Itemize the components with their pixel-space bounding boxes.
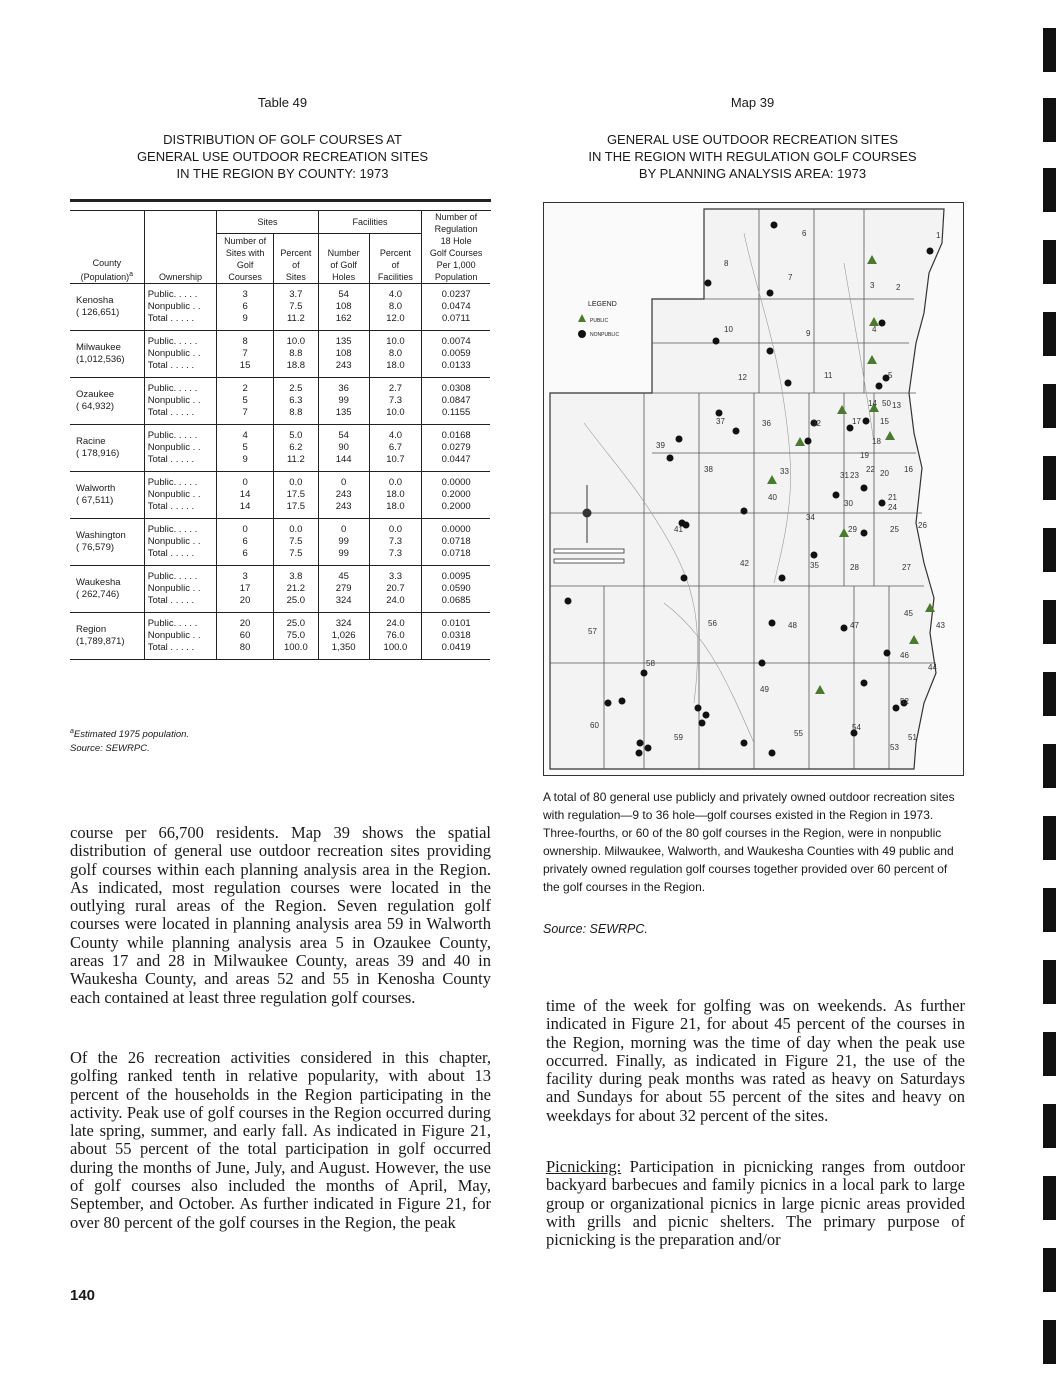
area-number-label: 30 [844,499,853,508]
area-number-label: 50 [882,399,891,408]
area-number-label: 39 [656,441,665,450]
pct-facilities-cell: 4.0 6.7 10.7 [369,425,422,472]
col-sites-group: Sites [217,211,319,234]
pct-sites-cell: 0.0 7.5 7.5 [273,519,318,566]
col-county: County (Population)$^a$ [70,211,144,284]
holes-cell: 36 99 135 [318,378,369,425]
pct-sites-cell: 2.5 6.3 8.8 [273,378,318,425]
table-footnote: $^a$Estimated 1975 population. [70,728,190,741]
area-number-label: 5 [888,371,893,380]
col-facilities-group: Facilities [318,211,422,234]
per-1000-cell: 0.0101 0.0318 0.0419 [422,613,490,660]
area-number-label: 22 [866,465,875,474]
region-outline [550,209,944,769]
area-number-label: 60 [590,721,599,730]
right-paragraph-1: time of the week for golfing was on weekends. As further indicated in Figure 21, for about 45 percent of the courses in the Region, morning was the time of day when the peak use occurred. Finally, as indicated in Figure 21, the use of the facility during peak months was rated as heavy on Saturdays and Sundays for about 55 percent of the sites and heavy on weekdays for about 32 percent of the sites. [546,996,965,1125]
table-row [70,566,490,613]
area-number-label: 25 [890,525,899,534]
pct-sites-cell: 25.0 75.0 100.0 [273,613,318,660]
county-cell: Waukesha ( 262,746) [70,566,144,613]
area-number-label: 6 [802,229,807,238]
per-1000-cell: 0.0237 0.0474 0.0711 [422,284,490,331]
area-number-label: 35 [810,561,819,570]
region-map [543,202,964,776]
sites-cell: 0 6 6 [217,519,274,566]
table-title: DISTRIBUTION OF GOLF COURSES AT GENERAL USE OUTDOOR RECREATION SITES IN THE REGION BY COUNTY: 1973 [136,132,429,181]
ownership-cell: Public. . . . . Nonpublic . . Total . . . . . [144,284,217,331]
area-number-label: 9 [806,329,811,338]
area-number-label: 15 [880,417,889,426]
county-cell: Racine ( 178,916) [70,425,144,472]
area-number-label: 26 [918,521,927,530]
area-number-label: 57 [588,627,597,636]
pct-sites-cell: 3.8 21.2 25.0 [273,566,318,613]
sites-cell: 4 5 9 [217,425,274,472]
holes-cell: 0 99 99 [318,519,369,566]
pct-sites-cell: 10.0 8.8 18.8 [273,331,318,378]
golf-table [70,211,490,660]
holes-cell: 324 1,026 1,350 [318,613,369,660]
pct-facilities-cell: 2.7 7.3 10.0 [369,378,422,425]
pct-facilities-cell: 3.3 20.7 24.0 [369,566,422,613]
area-number-label: 44 [928,663,937,672]
area-number-label: 46 [900,651,909,660]
pct-sites-cell: 0.0 17.5 17.5 [273,472,318,519]
pct-facilities-cell: 0.0 18.0 18.0 [369,472,422,519]
table-row [70,331,490,378]
area-number-label: 31 [840,471,849,480]
map-title: GENERAL USE OUTDOOR RECREATION SITES IN THE REGION WITH REGULATION GOLF COURSES BY PLANNING ANALYSIS AREA: 1973 [588,132,917,181]
col-num-sites: Number of Sites with Golf Courses [217,234,274,284]
area-number-label: 21 [888,493,897,502]
ownership-cell: Public. . . . . Nonpublic . . Total . . . . . [144,472,217,519]
holes-cell: 54 90 144 [318,425,369,472]
area-number-label: 58 [646,659,655,668]
county-cell: Walworth ( 67,511) [70,472,144,519]
area-number-label: 43 [936,621,945,630]
area-number-label: 41 [674,525,683,534]
per-1000-cell: 0.0308 0.0847 0.1155 [422,378,490,425]
golf-table-container [70,199,491,660]
per-1000-cell: 0.0095 0.0590 0.0685 [422,566,490,613]
ownership-cell: Public. . . . . Nonpublic . . Total . . . . . [144,331,217,378]
ownership-cell: Public. . . . . Nonpublic . . Total . . . . . [144,519,217,566]
ownership-cell: Public. . . . . Nonpublic . . Total . . . . . [144,566,217,613]
table-body [70,284,490,660]
per-1000-cell: 0.0074 0.0059 0.0133 [422,331,490,378]
area-number-label: 36 [762,419,771,428]
public-triangle-icon [578,314,586,322]
area-number-label: 42 [740,559,749,568]
area-number-label: 37 [716,417,725,426]
area-number-label: 54 [852,723,861,732]
pct-facilities-cell: 0.0 7.3 7.3 [369,519,422,566]
area-number-label: 12 [738,373,747,382]
area-number-label: 10 [724,325,733,334]
table-source: Source: SEWRPC. [70,743,150,754]
area-number-label: 51 [908,733,917,742]
picnicking-heading: Picnicking: [546,1157,622,1176]
pct-facilities-cell: 10.0 8.0 18.0 [369,331,422,378]
area-number-label: 49 [760,685,769,694]
county-cell: Kenosha ( 126,651) [70,284,144,331]
area-number-label: 17 [852,417,861,426]
area-number-label: 29 [848,525,857,534]
sites-cell: 8 7 15 [217,331,274,378]
area-number-label: 27 [902,563,911,572]
area-number-label: 23 [850,471,859,480]
table-row [70,519,490,566]
county-cell: Ozaukee ( 64,932) [70,378,144,425]
area-number-label: 3 [870,281,875,290]
county-cell: Region (1,789,871) [70,613,144,660]
area-number-label: 11 [824,371,833,380]
right-paragraph-2: Picnicking: Participation in picnicking ranges from outdoor backyard barbecues and family picnics in a local park to large group or organizational picnics in large picnic areas provided with grills and picnic shelters. The primary purpose of picnicking is the preparation and/or [546,1157,965,1250]
table-row [70,613,490,660]
per-1000-cell: 0.0168 0.0279 0.0447 [422,425,490,472]
table-row [70,425,490,472]
area-number-label: 16 [904,465,913,474]
col-per-1000: Number of Regulation 18 Hole Golf Courses Per 1,000 Population [422,211,490,284]
area-number-label: 45 [904,609,913,618]
col-pct-sites: Percent of Sites [273,234,318,284]
area-number-label: 32 [812,419,821,428]
area-number-label: 33 [780,467,789,476]
nonpublic-dot-icon [578,330,586,338]
area-number-label: 14 [868,399,877,408]
ownership-cell: Public. . . . . Nonpublic . . Total . . . . . [144,378,217,425]
area-number-label: 52 [900,697,909,706]
map-legend: LEGEND PUBLIC NONPUBLIC [578,301,619,338]
county-cell: Washington ( 76,579) [70,519,144,566]
per-1000-cell: 0.0000 0.2000 0.2000 [422,472,490,519]
area-number-label: 59 [674,733,683,742]
area-number-label: 56 [708,619,717,628]
area-number-label: 18 [872,437,881,446]
area-number-label: 28 [850,563,859,572]
area-number-label: 13 [892,401,901,410]
area-number-label: 7 [788,273,793,282]
area-number-label: 2 [896,283,901,292]
area-number-label: 53 [890,743,899,752]
area-number-label: 20 [880,469,889,478]
per-1000-cell: 0.0000 0.0718 0.0718 [422,519,490,566]
map-source: Source: SEWRPC. [543,922,648,936]
table-label: Table 49 [257,95,308,110]
table-row [70,284,490,331]
holes-cell: 135 108 243 [318,331,369,378]
pct-facilities-cell: 4.0 8.0 12.0 [369,284,422,331]
area-number-label: 34 [806,513,815,522]
sites-cell: 3 17 20 [217,566,274,613]
area-number-label: 1 [936,231,941,240]
col-golf-holes: Number of Golf Holes [318,234,369,284]
pct-sites-cell: 3.7 7.5 11.2 [273,284,318,331]
area-number-label: 48 [788,621,797,630]
area-number-label: 40 [768,493,777,502]
area-number-label: 24 [888,503,897,512]
col-pct-facilities: Percent of Facilities [369,234,422,284]
holes-cell: 54 108 162 [318,284,369,331]
table-row [70,378,490,425]
area-number-label: 8 [724,259,729,268]
ownership-cell: Public. . . . . Nonpublic . . Total . . . . . [144,425,217,472]
map-label: Map 39 [730,95,775,110]
area-number-label: 19 [860,451,869,460]
sites-cell: 2 5 7 [217,378,274,425]
map-caption: A total of 80 general use publicly and privately owned outdoor recreation sites with regulation—9 to 36 hole—golf courses existed in the Region in 1973. Three-fourths, or 60 of the 80 golf courses in the Region, were in nonpublic ownership. Milwaukee, Walworth, and Waukesha Counties with 49 public and privately owned regulation golf courses together provided over 60 percent of the golf courses in the Region. [543,790,955,894]
sites-cell: 3 6 9 [217,284,274,331]
pct-facilities-cell: 24.0 76.0 100.0 [369,613,422,660]
left-paragraph-1: course per 66,700 residents. Map 39 shows the spatial distribution of general use outdoor recreation sites providing golf courses within each planning analysis area in the Region. As indicated, most regulation courses were located in the outlying rural areas of the Region. Seven regulation golf courses were located in planning analysis area 59 in Walworth County while planning analysis area 5 in Ozaukee County, areas 17 and 28 in Milwaukee County, areas 39 and 40 in Waukesha County, and areas 52 and 55 in Kenosha County each contained at least three regulation golf courses. [70,823,491,1007]
pct-sites-cell: 5.0 6.2 11.2 [273,425,318,472]
county-cell: Milwaukee (1,012,536) [70,331,144,378]
area-number-label: 4 [872,325,877,334]
table-row [70,472,490,519]
holes-cell: 0 243 243 [318,472,369,519]
holes-cell: 45 279 324 [318,566,369,613]
sites-cell: 0 14 14 [217,472,274,519]
left-paragraph-2: Of the 26 recreation activities considered in this chapter, golfing ranked tenth in relative popularity, with about 13 percent of the households in the Region participating in the activity. Peak use of golf courses in the Region occurred during late spring, summer, and early fall. As indicated in Figure 21, about 55 percent of the total participation in golf occurred during the months of June, July, and August. However, the use of golf courses also included the months of April, May, September, and October. As further indicated in Figure 21, for over 80 percent of the golf courses in the Region, the peak [70,1048,491,1232]
area-number-label: 47 [850,621,859,630]
col-ownership: Ownership [144,211,217,284]
sites-cell: 20 60 80 [217,613,274,660]
area-number-label: 38 [704,465,713,474]
area-number-label: 55 [794,729,803,738]
ownership-cell: Public. . . . . Nonpublic . . Total . . . . . [144,613,217,660]
page-number: 140 [70,1287,96,1304]
